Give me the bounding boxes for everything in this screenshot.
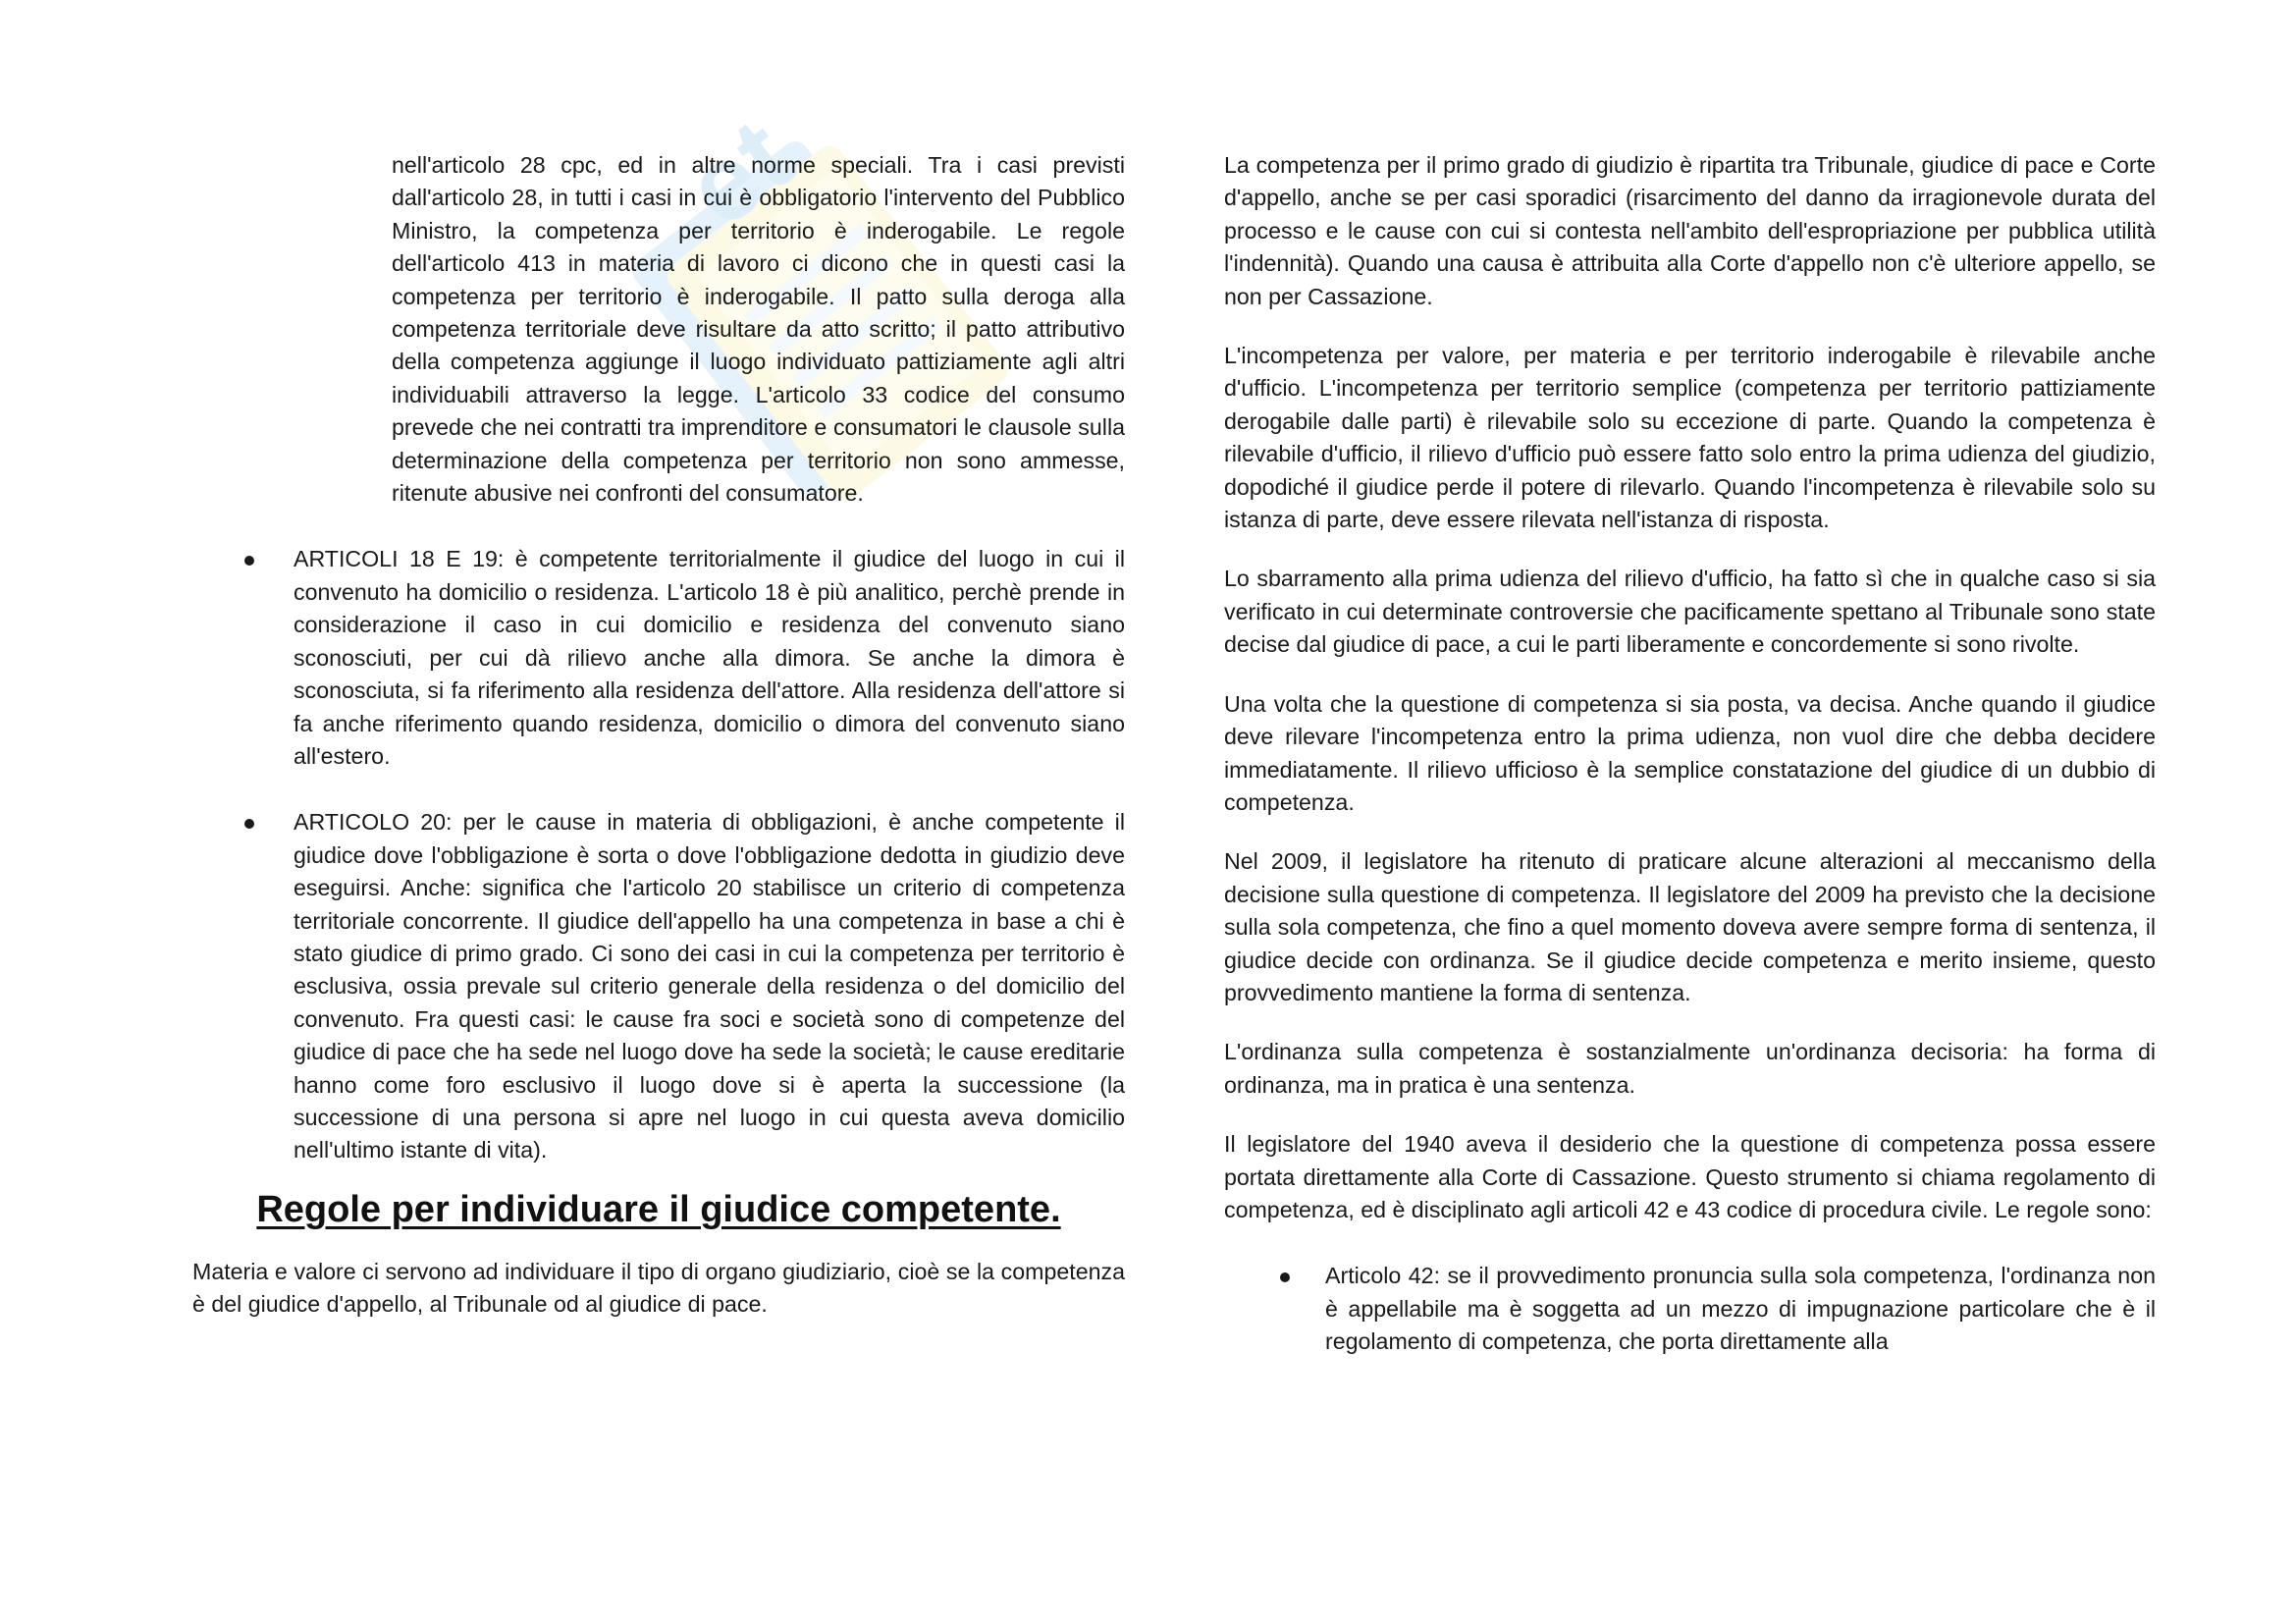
list-item-text: ARTICOLO 20: per le cause in materia di obbligazioni, è anche competente il giudice dove l'obbligazione è sorta o dove l'obbligazione dedotta in giudizio deve eseguirsi. Anche: significa che l'articolo 20 stabilisce un criterio di competenza territoriale concorrente. Il giudice dell'appello ha una competenza in base a chi è stato giudice di primo grado. Ci sono dei casi in cui la competenza per territorio è esclusiva, ossia prevale sul criterio generale della residenza o del domicilio del convenuto. Fra questi casi: le cause fra soci e società sono di competenze del giudice di pace che ha sede nel luogo dove ha sede la società; le cause ereditarie hanno come foro esclusivo il luogo dove si è aperta la successione (la successione di una persona si apre nel luogo in cui questa aveva domicilio nell'ultimo istante di vita). xyxy=(294,809,1125,1163)
list-item xyxy=(192,806,1125,1166)
bullet-icon xyxy=(1280,1272,1290,1282)
intro-paragraph: nell'articolo 28 cpc, ed in altre norme speciali. Tra i casi previsti dall'articolo 28, in tutti i casi in cui è obbligatorio l'intervento del Pubblico Ministro, la competenza per territorio è inderogabile. Le regole dell'articolo 413 in materia di lavoro ci dicono che in questi casi la competenza per territorio è inderogabile. Il patto sulla deroga alla competenza territoriale deve risultare da atto scritto; il patto attributivo della competenza aggiunge il luogo individuato pattiziamente agli altri individuabili attraverso la legge. L'articolo 33 codice del consumo prevede che nei contratti tra imprenditore e consumatori le clausole sulla determinazione della competenza per territorio non sono ammesse, ritenute abusive nei confronti del consumatore. xyxy=(392,152,1125,507)
list-item-text: ARTICOLI 18 E 19: è competente territorialmente il giudice del luogo in cui il convenuto ha domicilio o residenza. L'articolo 18 è più analitico, perchè prende in considerazione il caso in cui domicilio e residenza del convenuto siano sconosciuti, per cui dà rilievo anche alla dimora. Se anche la dimora è sconosciuta, si fa riferimento alla residenza dell'attore. Alla residenza dell'attore si fa anche riferimento quando residenza, domicilio o dimora del convenuto siano all'estero. xyxy=(294,546,1125,769)
list-item-text: Articolo 42: se il provvedimento pronuncia sulla sola competenza, l'ordinanza non è appellabile ma è soggetta ad un mezzo di impugnazione particolare che è il regolamento di competenza, che porta direttamente alla xyxy=(1325,1263,2156,1355)
paragraph: Il legislatore del 1940 aveva il desiderio che la questione di competenza possa essere portata direttamente alla Corte di Cassazione. Questo strumento si chiama regolamento di competenza, ed è disciplinato agli articoli 42 e 43 codice di procedura civile. Le regole sono: xyxy=(1224,1131,2156,1222)
paragraph: La competenza per il primo grado di giudizio è ripartita tra Tribunale, giudice di pace e Corte d'appello, anche se per casi sporadici (risarcimento del danno da irragionevole durata del processo e le cause con cui si contesta nell'ambito dell'espropriazione per pubblica utilità l'indennità). Quando una causa è attribuita alla Corte d'appello non c'è ulteriore appello, se non per Cassazione. xyxy=(1224,152,2156,309)
paragraph: Lo sbarramento alla prima udienza del rilievo d'ufficio, ha fatto sì che in qualche caso si sia verificato in cui determinate controversie che pacificamente spettano al Tribunale sono state decise dal giudice di pace, a cui le parti liberamente e concordemente si sono rivolte. xyxy=(1224,566,2156,658)
bullet-icon xyxy=(244,556,254,566)
left-column xyxy=(192,149,1125,1322)
paragraph: L'incompetenza per valore, per materia e per territorio inderogabile è rilevabile anche d'ufficio. L'incompetenza per territorio semplice (competenza per territorio pattiziamente derogabile dalle parti) è rilevabile solo su eccezione di parte. Quando la competenza è rilevabile d'ufficio, il rilievo d'ufficio può essere fatto solo entro la prima udienza del giudizio, dopodiché il giudice perde il potere di rilevarlo. Quando l'incompetenza è rilevabile solo su istanza di parte, deve essere rilevata nell'istanza di risposta. xyxy=(1224,343,2156,533)
closing-paragraph: Materia e valore ci servono ad individuare il tipo di organo giudiziario, cioè se la competenza è del giudice d'appello, al Tribunale od al giudice di pace. xyxy=(192,1258,1125,1318)
paragraph: Una volta che la questione di competenza si sia posta, va decisa. Anche quando il giudice deve rilevare l'incompetenza entro la prima udienza, non vuol dire che debba decidere immediatamente. Il rilievo ufficioso è la semplice constatazione del giudice di un dubbio di competenza. xyxy=(1224,690,2156,815)
paragraph: L'ordinanza sulla competenza è sostanzialmente un'ordinanza decisoria: ha forma di ordinanza, ma in pratica è una sentenza. xyxy=(1224,1039,2156,1098)
list-item xyxy=(192,543,1125,773)
paragraph: Nel 2009, il legislatore ha ritenuto di praticare alcune alterazioni al meccanismo della decisione sulla questione di competenza. Il legislatore del 2009 ha previsto che la decisione sulla sola competenza, che fino a quel momento doveva avere sempre forma di sentenza, il giudice decide con ordinanza. Se il giudice decide competenza e merito insieme, questo provvedimento mantiene la forma di sentenza. xyxy=(1224,848,2156,1005)
right-column xyxy=(1224,149,2156,1359)
svg-text:et: et xyxy=(664,95,815,250)
list-item xyxy=(1224,1260,2156,1358)
bullet-icon xyxy=(244,819,254,829)
section-heading: Regole per individuare il giudice competente. xyxy=(256,1188,1061,1230)
